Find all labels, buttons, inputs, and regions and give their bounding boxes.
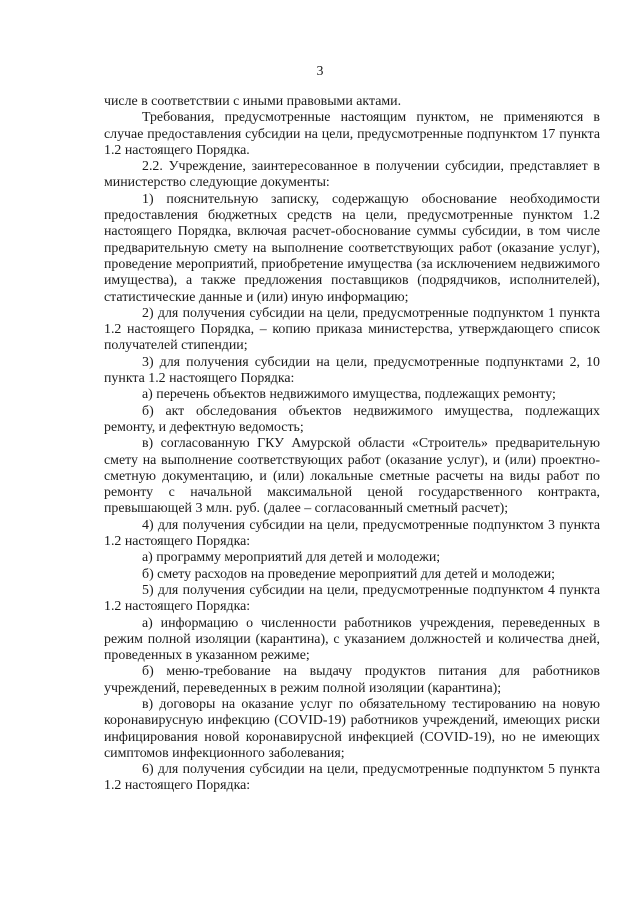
page-number: 3	[316, 64, 324, 79]
paragraph: в) договоры на оказание услуг по обязательному тестированию на новую коронавирусную инфекцию (COVID-19) работников учреждений, имеющих риски инфицирования новой коронавирусной инфекцией (COVID-19), но не имеющих симптомов инфекционного заболевания;	[104, 696, 600, 761]
paragraph: а) перечень объектов недвижимого имущества, подлежащих ремонту;	[142, 387, 556, 403]
paragraph: б) акт обследования объектов недвижимого имущества, подлежащих ремонту, и дефектную ведомость;	[104, 403, 600, 435]
paragraph: 2.2. Учреждение, заинтересованное в получении субсидии, представляет в министерство следующие документы:	[104, 159, 600, 191]
document-body	[104, 94, 600, 795]
paragraph: б) смету расходов на проведение мероприятий для детей и молодежи;	[142, 566, 556, 582]
paragraph: 3) для получения субсидии на цели, предусмотренные подпунктами 2, 10 пункта 1.2 настоящего Порядка:	[104, 354, 600, 387]
paragraph: 5) для получения субсидии на цели, предусмотренные подпунктом 4 пункта 1.2 настоящего Порядка:	[104, 582, 600, 615]
paragraph: б) меню-требование на выдачу продуктов питания для работников учреждений, переведенных в режим полной изоляции (карантина);	[104, 664, 600, 696]
paragraph: 4) для получения субсидии на цели, предусмотренные подпунктом 3 пункта 1.2 настоящего Порядка:	[104, 517, 600, 550]
paragraph: Требования, предусмотренные настоящим пунктом, не применяются в случае предоставления субсидии на цели, предусмотренные подпунктом 17 пункта 1.2 настоящего Порядка.	[104, 110, 600, 158]
paragraph: 1) пояснительную записку, содержащую обоснование необходимости предоставления бюджетных средств на цели, предусмотренные пунктом 1.2 настоящего Порядка, включая расчет-обоснование суммы субсидии, в том числе предварительную смету на выполнение соответствующих работ (оказание услуг), проведение мероприятий, приобретение имущества (за исключением недвижимого имущества), а также предложения поставщиков (подрядчиков, исполнителей), статистические данные и (или) иную информацию;	[104, 191, 600, 305]
paragraph: в) согласованную ГКУ Амурской области «Строитель» предварительную смету на выполнение соответствующих работ (оказание услуг), и (или) проектно-сметную документацию, и (или) локальные сметные расчеты на виды работ по ремонту с начальной максимальной ценой государственного контракта, превышающей 3 млн. руб. (далее – согласованный сметный расчет);	[104, 436, 600, 517]
paragraph: а) информацию о численности работников учреждения, переведенных в режим полной изоляции (карантина), с указанием должностей и количества дней, проведенных в указанном режиме;	[104, 615, 600, 664]
paragraph: 2) для получения субсидии на цели, предусмотренные подпунктом 1 пункта 1.2 настоящего Порядка, – копию приказа министерства, утверждающего список получателей стипендии;	[104, 305, 600, 354]
paragraph: а) программу мероприятий для детей и молодежи;	[142, 550, 441, 566]
paragraph: числе в соответствии с иными правовыми актами.	[104, 94, 402, 109]
paragraph: 6) для получения субсидии на цели, предусмотренные подпунктом 5 пункта 1.2 настоящего Порядка:	[104, 762, 600, 794]
